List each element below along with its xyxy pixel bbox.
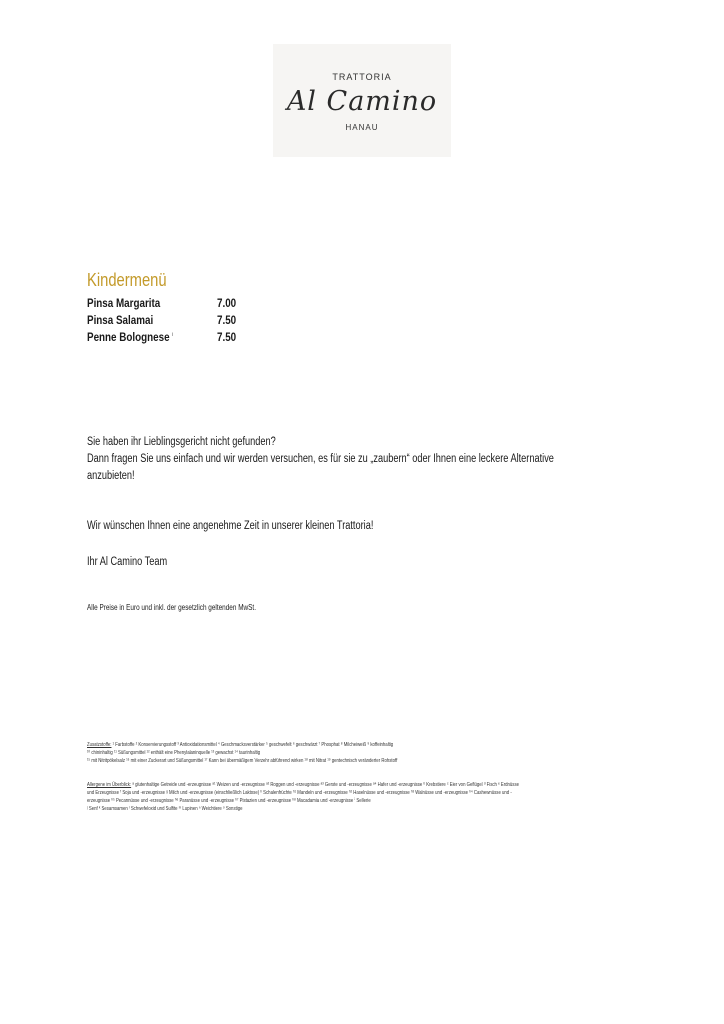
allergens-line: und Erzeugnisse ᶠ Soja und -erzeugnisse ᵍ Milch und -erzeugnisse (einschließlich Laktose) ʰ Schalenfrüchte ʰ¹ Mandeln und -erzeugnisse ʰ² Haselnüsse und -erzeugnisse ʰ³ Walnüsse und -erzeugnisse ʰ⁴ Cashewnüsse und -: [87, 790, 512, 796]
menu-section-title: Kindermenü: [87, 270, 167, 290]
logo-restaurant-name: Al Camino: [286, 86, 438, 117]
menu-item: [87, 330, 237, 344]
menu-item-price: 7.50: [217, 330, 237, 344]
team-signature: Ihr Al Camino Team: [87, 556, 168, 568]
menu-item-name: [87, 330, 210, 344]
allergens-line: erzeugnisse ʰ⁵ Pecannüsse und -erzeugnisse ʰ⁶ Paranüsse und -erzeugnisse ʰ⁷ Pistazien und -erzeugnisse ʰ⁸ Macadamia und -erzeugnisse ⁱ Sellerie: [87, 798, 371, 804]
price-note: Alle Preise in Euro und inkl. der gesetzlich geltenden MwSt.: [87, 603, 256, 612]
additives-line: [87, 742, 393, 750]
restaurant-logo: [273, 44, 451, 157]
menu-item: [87, 296, 237, 310]
allergen-note: i: [172, 332, 174, 338]
menu-item: [87, 313, 237, 327]
additives-label: Zusatzstoffe:: [87, 742, 112, 748]
menu-item-name-text: Penne Bolognese: [87, 330, 170, 344]
message-line: anzubieten!: [87, 470, 135, 482]
menu-item-price: 7.00: [217, 296, 237, 310]
logo-city-text: HANAU: [345, 123, 379, 132]
message-line: Sie haben ihr Lieblingsgericht nicht gefunden?: [87, 436, 276, 448]
allergens-line: [87, 782, 519, 790]
allergens-line: ʲ Senf ᵏ Sesamsamen ˡ Schwefeloxid und Sulfite ᵐ Lupinen ⁿ Weichtiere ᵒ Sonstige: [87, 806, 243, 812]
message-line: Dann fragen Sie uns einfach und wir werden versuchen, es für sie zu „zaubern“ oder Ihnen eine leckere Alternative: [87, 453, 554, 465]
additives-text: ¹ Farbstoffe ² Konservierungsstoff ³ Antioxidationsmittel ⁴ Geschmacksverstärker ⁵ geschwefelt ⁶ geschwärzt ⁷ Phosphat ⁸ Milcheiweiß ⁹ koffeinhaltig: [112, 742, 394, 748]
additives-line: ¹⁰ chininhaltig ¹¹ Süßungsmittel ¹² enthält eine Phenylalaninquelle ¹³ gewachst ¹⁴ taurinhaltig: [87, 750, 261, 756]
logo-trattoria-text: TRATTORIA: [332, 72, 392, 82]
additives-line: ¹⁵ mit Nitritpökelsalz ¹⁶ mit einer Zuckerart und Süßungsmittel ¹⁷ Kann bei übermäßigem Verzehr abführend wirken ¹⁸ mit Nitrat ¹⁹ gentechnisch veränderter Rohstoff: [87, 758, 398, 764]
menu-item-price: 7.50: [217, 313, 237, 327]
menu-item-name: Pinsa Salamai: [87, 313, 154, 327]
allergens-text: ᵃ glutenhaltige Getreide und -erzeugnisse ᵃ¹ Weizen und -erzeugnisse ᵃ² Roggen und -erzeugnisse ᵃ³ Gerste und -erzeugnisse ᵃ⁴ Hafer und -erzeugnisse ᵇ Krebstiere ᶜ Eier von Geflügel ᵈ Fisch ᵉ Erdnüsse: [132, 782, 519, 788]
allergens-label: Allergene im Überblick:: [87, 782, 132, 788]
welcome-message: Wir wünschen Ihnen eine angenehme Zeit in unserer kleinen Trattoria!: [87, 520, 374, 532]
menu-item-name: Pinsa Margarita: [87, 296, 161, 310]
